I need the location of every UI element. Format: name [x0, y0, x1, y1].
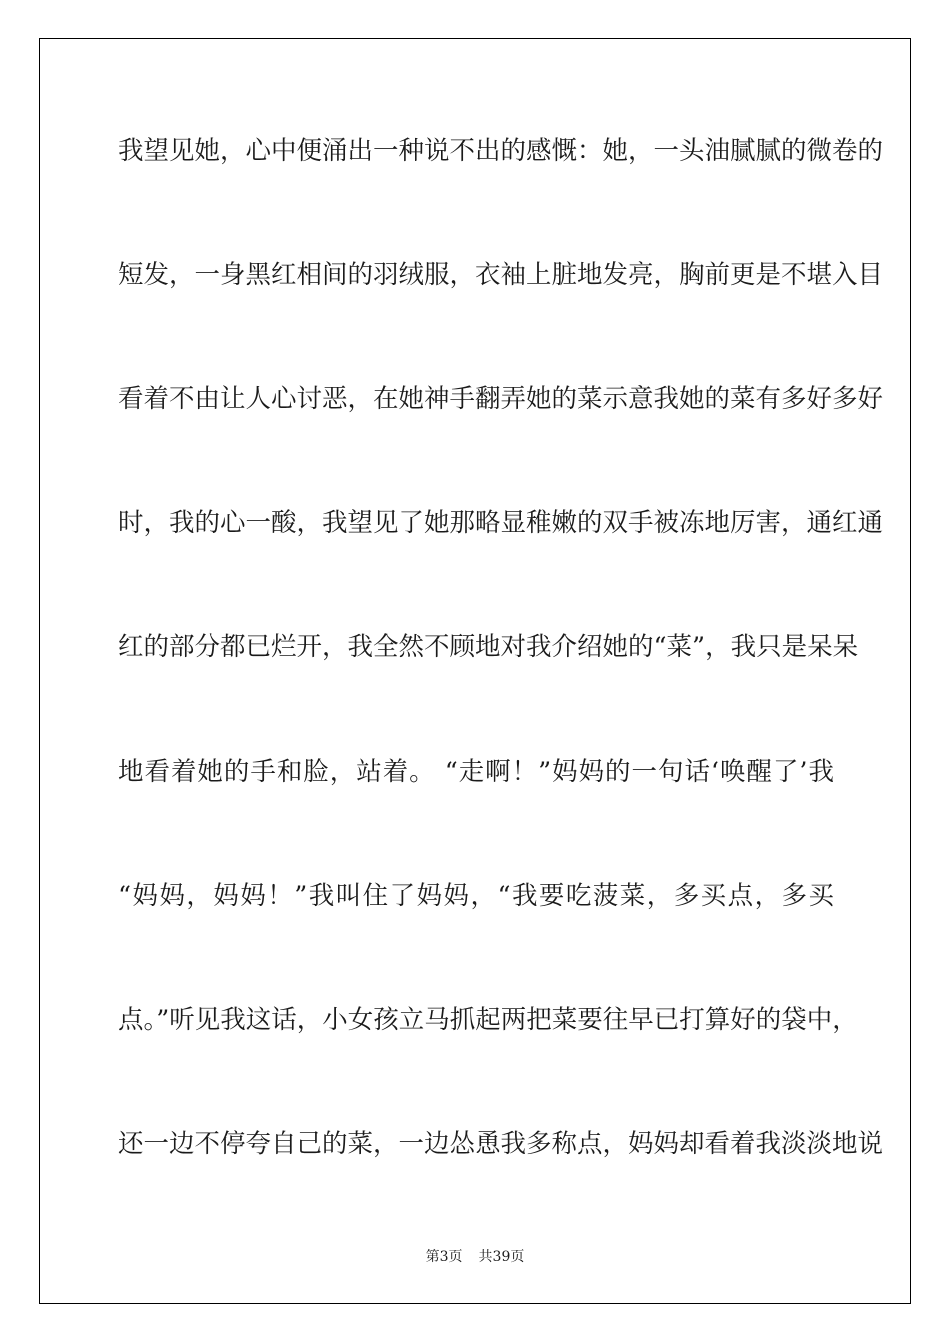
body-text-line-4: 时，我的心一酸，我望见了她那略显稚嫩的双手被冻地厉害，通红通: [118, 508, 884, 538]
body-text-line-2: 短发，一身黑红相间的羽绒服，衣袖上脏地发亮，胸前更是不堪入目: [118, 260, 884, 290]
body-text-line-3: 看着不由让人心讨恶，在她神手翻弄她的菜示意我她的菜有多好多好: [118, 384, 884, 414]
body-text-line-5: 红的部分都已烂开，我全然不顾地对我介绍她的“菜”，我只是呆呆: [118, 632, 859, 662]
page-total: 共39页: [478, 1249, 525, 1265]
body-text-line-7: “妈妈，妈妈！”我叫住了妈妈，“我要吃菠菜，多买点，多买: [118, 881, 834, 911]
page-number: 第3页: [425, 1249, 463, 1265]
body-text-line-8: 点。”听见我这话，小女孩立马抓起两把菜要往早已打算好的袋中，: [118, 1005, 858, 1035]
body-text-line-1: 我望见她，心中便涌出一种说不出的感慨：她，一头油腻腻的微卷的: [118, 136, 884, 166]
body-text-line-6: 地看着她的手和脸，站着。 “走啊！”妈妈的一句话‘唤醒了’我: [118, 757, 834, 787]
body-text-line-9: 还一边不停夸自己的菜，一边怂恿我多称点，妈妈却看着我淡淡地说: [118, 1129, 884, 1159]
page-border: [39, 38, 911, 1304]
page-footer: [0, 1248, 950, 1266]
